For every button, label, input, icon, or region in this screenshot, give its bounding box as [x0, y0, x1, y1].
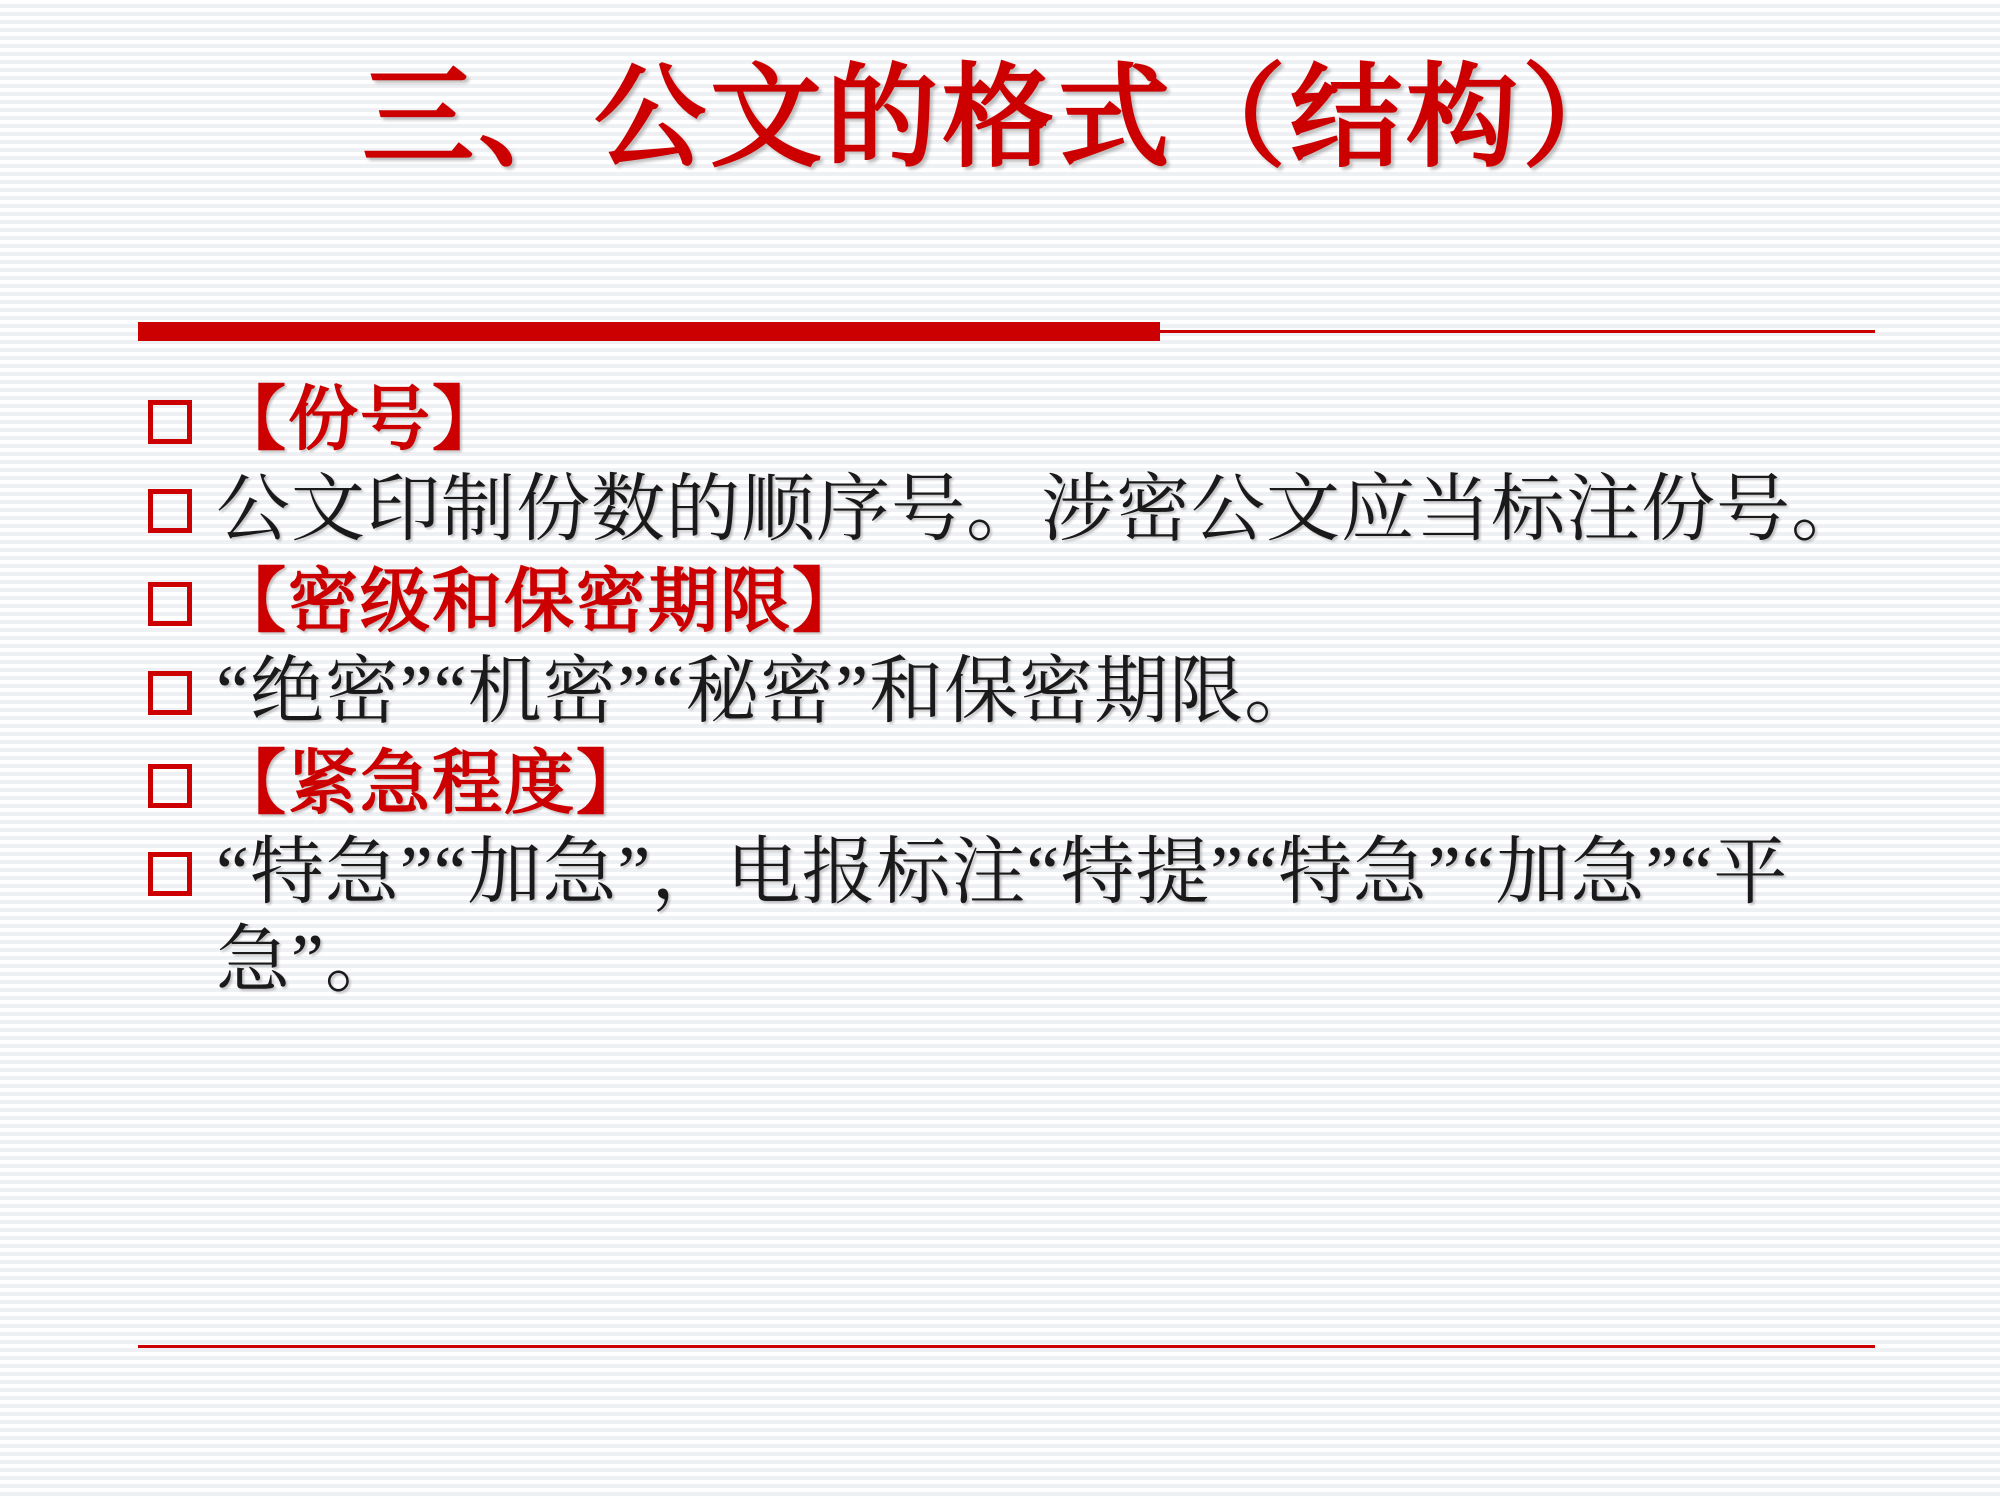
square-bullet-icon [148, 489, 192, 533]
square-bullet-icon [148, 400, 192, 444]
square-bullet-icon [148, 582, 192, 626]
list-item-label: 【密级和保密期限】 [216, 559, 864, 642]
list-item [148, 742, 1908, 825]
list-item [148, 560, 1908, 643]
bullet-list [148, 378, 1908, 1011]
list-item [148, 649, 1908, 736]
list-item-label: 【紧急程度】 [216, 741, 648, 824]
list-item-label: “绝密”“机密”“秘密”和保密期限。 [216, 650, 1320, 733]
square-bullet-icon [148, 852, 192, 896]
list-item [148, 378, 1908, 461]
list-item-label: 【份号】 [216, 378, 504, 460]
square-bullet-icon [148, 671, 192, 715]
list-item-label: 公文印制份数的顺序号。涉密公文应当标注份号。 [216, 468, 1866, 551]
divider-bottom [138, 1345, 1875, 1348]
list-item [148, 830, 1908, 1005]
divider-top-thick [138, 322, 1160, 341]
list-item-label: “特急”“加急”，电报标注“特提”“特急”“加急”“平急”。 [216, 832, 1789, 1002]
list-item [148, 467, 1908, 554]
square-bullet-icon [148, 764, 192, 808]
page-title: 三、公文的格式（结构） [362, 53, 1638, 183]
